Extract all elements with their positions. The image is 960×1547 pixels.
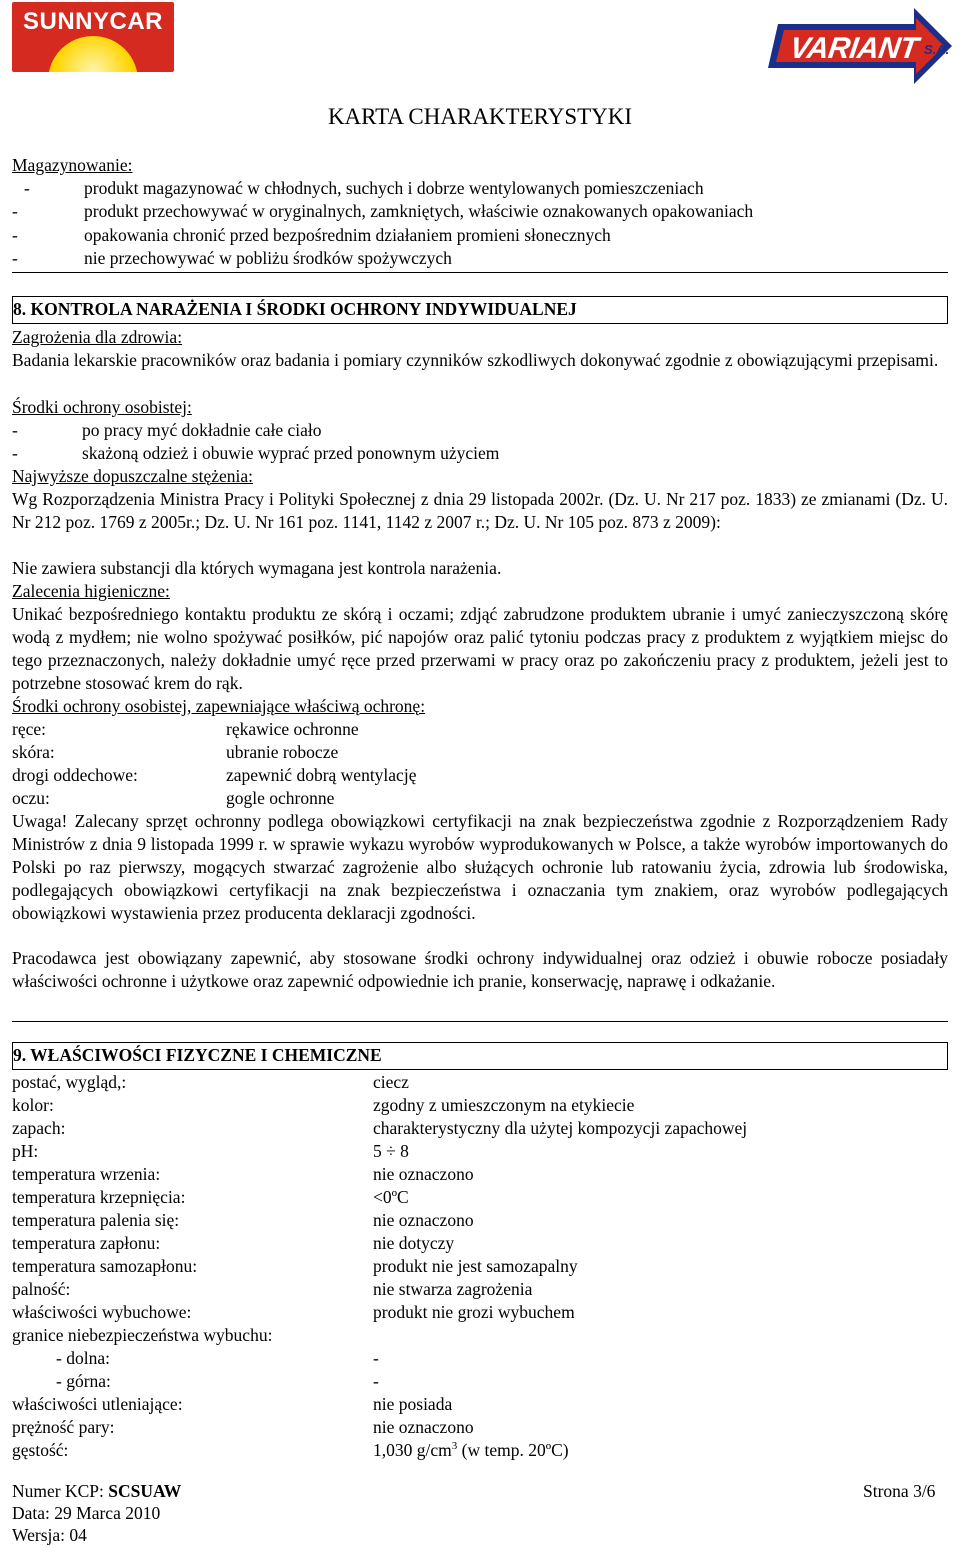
employer-obligation: Pracodawca jest obowiązany zapewnić, aby stosowane środki ochrony indywidualnej oraz odzież i obuwie robocze posiadały właściwości ochronne i użytkowe oraz zapewnić odpowiednie ich pranie, konserwację, naprawę i odkażanie. (12, 948, 948, 991)
property-value: ciecz (373, 1072, 409, 1092)
property-value: nie stwarza zagrożenia (373, 1279, 533, 1299)
property-value: produkt nie grozi wybuchem (373, 1302, 575, 1322)
exposure-limits-text: Wg Rozporządzenia Ministra Pracy i Polityki Społecznej z dnia 29 listopada 2002r. (Dz. U. Nr 217 poz. 1833) ze zmianami (Dz. U. Nr 212 poz. 1769 z 2005r.; Dz. U. Nr 161 poz. 1141, 1142 z 2007 r.; Dz. U. Nr 105 poz. 873 z 2009): (12, 489, 948, 532)
property-value: 1,030 $g/cm^3$ (w temp. 20ºC) (373, 1440, 569, 1460)
ppe-value: rękawice ochronne (226, 719, 359, 739)
property-label: granice niebezpieczeństwa wybuchu: (12, 1325, 273, 1345)
property-label: palność: (12, 1279, 71, 1299)
property-label: właściwości wybuchowe: (12, 1302, 192, 1322)
footer-page-number: Strona 3/6 (863, 1481, 936, 1501)
property-label: temperatura palenia się: (12, 1210, 180, 1230)
storage-heading: Magazynowanie: (12, 155, 133, 175)
ppe-label: oczu: (12, 788, 50, 808)
health-text: Badania lekarskie pracowników oraz badania i pomiary czynników szkodliwych dokonywać zgodnie z obowiązującymi przepisami. (12, 350, 939, 370)
property-label: temperatura krzepnięcia: (12, 1187, 186, 1207)
property-value: zgodny z umieszczonym na etykiecie (373, 1095, 635, 1115)
ppe-label: ręce: (12, 719, 46, 739)
footer-kcp: Numer KCP: SCSUAW (12, 1481, 182, 1501)
ppe-value: zapewnić dobrą wentylację (226, 765, 417, 785)
health-heading: Zagrożenia dla zdrowia: (12, 327, 183, 347)
property-label: temperatura zapłonu: (12, 1233, 161, 1253)
ppe-value: ubranie robocze (226, 742, 339, 762)
property-value: - (373, 1348, 379, 1368)
property-value: nie oznaczono (373, 1164, 474, 1184)
kcp-number: SCSUAW (108, 1481, 182, 1501)
divider (12, 1021, 948, 1022)
property-label: właściwości utleniające: (12, 1394, 183, 1414)
ppe-heading: Środki ochrony osobistej, zapewniające właściwą ochronę: (12, 696, 426, 716)
sunnycar-logo-text: SUNNYCAR (22, 8, 163, 35)
sun-graphic (48, 36, 138, 72)
hygiene-heading: Zalecenia higieniczne: (12, 581, 170, 601)
certification-warning: Uwaga! Zalecany sprzęt ochronny podlega obowiązkowi certyfikacji na znak bezpieczeństwa zgodnie z Rozporządzeniem Rady Ministrów z dnia 9 listopada 1999 r. w sprawie wykazu wyrobów wyprodukowanych w Polsce, a także wyrobów importowanych do Polski po raz pierwszy, mogących stwarzać zagrożenie albo służących ochronie lub ratowaniu życia, zdrowia lub środowiska, podlegających obowiązkowi certyfikacji na znak bezpieczeństwa i oznaczania tym znakiem, oraz wyrobów podlegających obowiązkowi wystawienia przez producenta deklaracji zgodności. (12, 811, 948, 923)
property-value: nie posiada (373, 1394, 453, 1414)
property-value: 5 ÷ 8 (373, 1141, 409, 1161)
property-value: nie dotyczy (373, 1233, 455, 1253)
property-value: nie oznaczono (373, 1417, 474, 1437)
sunnycar-logo (12, 2, 174, 72)
section-8-header (12, 296, 948, 324)
property-label: pH: (12, 1141, 39, 1161)
property-label: temperatura samozapłonu: (12, 1256, 198, 1276)
property-value: charakterystyczny dla użytej kompozycji zapachowej (373, 1118, 748, 1138)
property-label: zapach: (12, 1118, 66, 1138)
section-9-header (12, 1042, 948, 1070)
section-9-title: 9. WŁAŚCIWOŚCI FIZYCZNE I CHEMICZNE (13, 1045, 382, 1065)
hygiene-text: Unikać bezpośredniego kontaktu produktu ze skórą i oczami; zdjąć zabrudzone produktem ubranie i umyć zanieczyszczoną skórę wodą z mydłem; nie wolno spożywać posiłków, pić napojów oraz palić tytoniu podczas pracy z produktem z wyjątkiem miejsc do tego przeznaczonych, należy dokładnie umyć ręce przed przerwami w pracy oraz po zakończeniu pracy z produktem, jeżeli jest to potrzebne stosować krem do rąk. (12, 604, 948, 693)
property-label: kolor: (12, 1095, 54, 1115)
section-8-title: 8. KONTROLA NARAŻENIA I ŚRODKI OCHRONY INDYWIDUALNEJ (13, 299, 577, 319)
property-label: - dolna: (56, 1348, 110, 1368)
property-value: <0ºC (373, 1187, 409, 1207)
variant-logo (764, 2, 952, 88)
property-label: temperatura wrzenia: (12, 1164, 161, 1184)
property-label: - górna: (56, 1371, 111, 1391)
ppe-value: gogle ochronne (226, 788, 335, 808)
ppe-label: skóra: (12, 742, 55, 762)
property-label: gęstość: (12, 1440, 69, 1460)
exposure-limits-note: Nie zawiera substancji dla których wymagana jest kontrola narażenia. (12, 558, 502, 578)
footer-version: Wersja: 04 (12, 1525, 87, 1545)
ppe-label: drogi oddechowe: (12, 765, 138, 785)
document-title: KARTA CHARAKTERYSTYKI (327, 104, 633, 129)
property-value: nie oznaczono (373, 1210, 474, 1230)
variant-logo-text: VARIANT (787, 32, 920, 65)
variant-logo-suffix: S.A. (924, 42, 950, 57)
personal-protection-heading: Środki ochrony osobistej: (12, 397, 192, 417)
property-label: prężność pary: (12, 1417, 115, 1437)
property-label: postać, wygląd,: (12, 1072, 127, 1092)
divider (12, 272, 948, 273)
footer-date: Data: 29 Marca 2010 (12, 1503, 161, 1523)
exposure-limits-heading: Najwyższe dopuszczalne stężenia: (12, 466, 253, 486)
property-value: produkt nie jest samozapalny (373, 1256, 578, 1276)
property-value: - (373, 1371, 379, 1391)
